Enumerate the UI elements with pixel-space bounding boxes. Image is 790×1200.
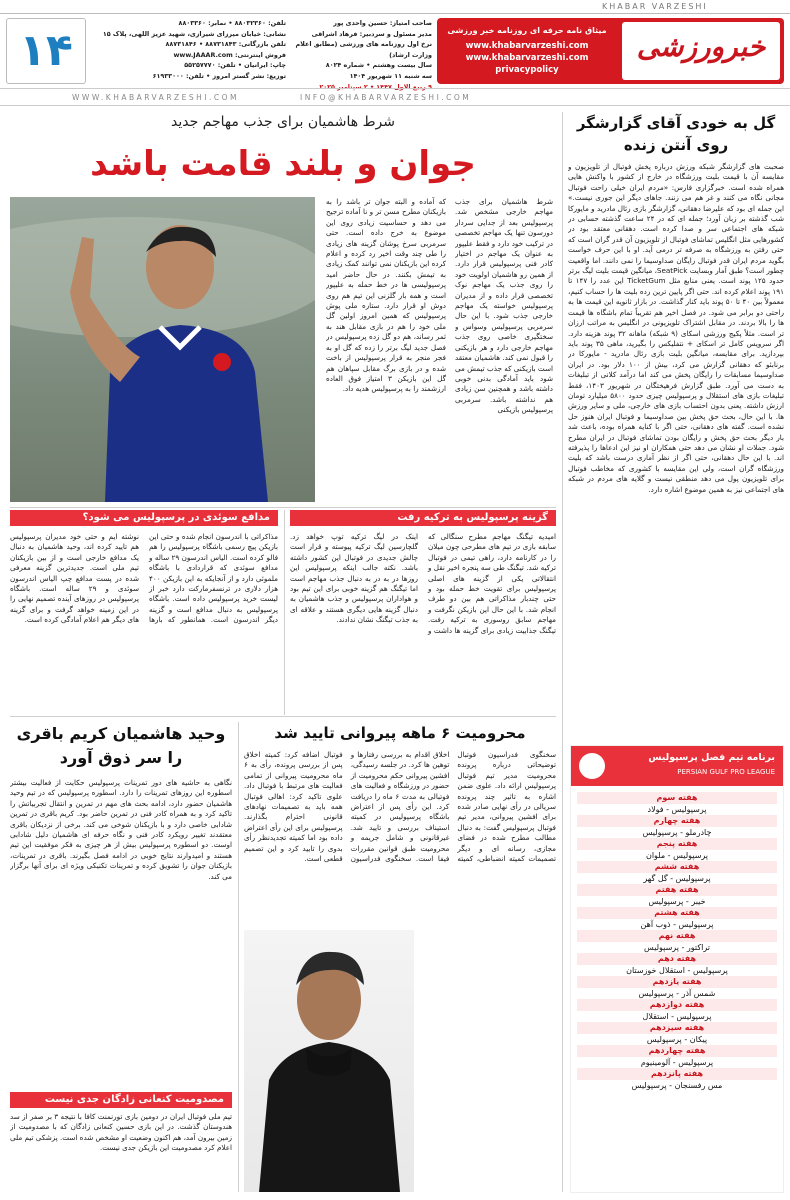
editor-line: مدیر مسئول و سردبیر: فرهاد اشراقی bbox=[311, 29, 432, 38]
schedule-match: تراکتور - پرسپولیس bbox=[644, 943, 710, 952]
web-address[interactable]: WWW.KHABARVARZESHI.COM bbox=[72, 93, 240, 102]
bottom-right-story bbox=[10, 722, 232, 1192]
schedule-match: پرسپولیس - استقلال خوزستان bbox=[626, 966, 728, 975]
schedule-week-label: هفته پنجم bbox=[577, 838, 777, 850]
schedule-subtitle: PERSIAN GULF PRO LEAGUE bbox=[677, 768, 775, 776]
lead-col-2: که آماده و البته جوان تر باشد را به بازیکنان مطرح مسن تر و نا آماده ترجیح می دهد و حساسیت زیادی روی این موضوع به خرج داده است. حتی سرمربی سرخ پوشان گزینه های زیادی را طی چند وقت اخیر رد کرده و اعلام کرده این بازیکنان نمی توانند کمک زیادی به تیمش بکنند. در حال حاضر امید پرسپولیسی ها در خط حمله به علیپور است و همه بار گلزنی این تیم هم روی دوش او قرار دارد. ستاره ملی پوش پرسپولیس که همین امروز اولین گل ملی خود را هم در بازی مقابل هند به ثمر رساند، هم دو گل زده پرسپولیس در فصل جدید لیگ برتر را زده که گل او به فجر منجر به قرار پرسپولیس از باخت شده و در بازی برگ مقابل سپاهان هم گل این بازیکن ۳ امتیاز فوق العاده ارزشمند را به پرسپولیس هدیه داد. bbox=[326, 197, 446, 394]
commercial-line: تلفن بازرگانی: ۸۸۷۳۱۸۴۳ • ۸۸۷۳۱۸۴۶ bbox=[165, 40, 286, 49]
page-number: ۱۴ bbox=[19, 25, 73, 76]
lead-headline: جوان و بلند قامت باشد bbox=[90, 144, 476, 184]
schedule-box bbox=[570, 745, 784, 1193]
info-center bbox=[290, 18, 432, 91]
schedule-week-label: هفته دهم bbox=[577, 953, 777, 965]
bottom-mid-headline: محرومیت ۶ ماهه پیروانی تایید شد bbox=[274, 724, 526, 742]
schedule-match: شمس آذر - پرسپولیس bbox=[638, 989, 716, 998]
schedule-header bbox=[571, 746, 783, 786]
page-number-box bbox=[6, 18, 86, 84]
league-logo-icon bbox=[579, 753, 605, 779]
schedule-week-label: هفته یازدهم bbox=[577, 976, 777, 988]
schedule-match: پرسپولیس - آلومینیوم bbox=[640, 1058, 714, 1067]
hashemian-photo bbox=[10, 197, 315, 502]
schedule-match: پرسپولیس - فولاد bbox=[647, 805, 707, 814]
divider-right bbox=[562, 112, 563, 1192]
mid-b-title-band bbox=[10, 510, 278, 526]
right-body: صحبت های گزارشگر شبکه ورزش درباره پخش فوتبال از تلویزیون و مقایسه آن با قیمت بلیت ورزشگاه در خارج از کشور با واکنش هایی همراه شده است. خبرگزاری فارس: «مردم ایران خیلی راحت فوتبال مجانی نگاه می کنند و غر هم می زنند. جاهای دیگر این جوری نیست.» این جمله ای بود که علیرضا دهقانی، گزارشگر بازی رئال مادرید و مایورکا شب گذشته بر زبان آورد؛ جمله ای که در ۲۴ ساعت گذشته حسابی در شبکه های اجتماعی سر و صدا کرده است. دهقانی معتقد بود در کشورهایی مثل انگلیس تماشای فوتبال از تلویزیون آن قدر گران است که حتی رفتن به ورزشگاه به صرفه تر درمی آید. او با این حرف خواست بگوید مردم ایران قدر فوتبال رایگان صداوسیما را نمی دانند. اما واقعیت چطور است؟ طبق آمار وبسایت SeatPick، میانگین قیمت بلیت لیگ برتر حدود ۱۲۵ پوند است. یعنی منابع مثل TicketGum این عدد را ۱۴۷ تا ۱۹۱ پوند اعلام کرده اند. حتی اگر پایین ترین رده بلیت ها را حساب کنیم، معمولاً بین ۴۰ تا ۵۰ پوند باید کنار گذاشت. در بازار ثانویه این قیمت ها به راحتی دو برابر می شود. در فصل اخیر هم تقریباً تمام باشگاه ها قیمت ها را بالا بردند. در مقابل اشتراک تلویزیونی در انگلیس به مراتب ارزان تر است. مثلاً پکیج ورزشی اسکای (۹ شبکه) ماهانه ۳۲ پوند هزینه دارد. اگر سرویس کامل تر اسکای + نتفلیکس را بگیرید، ماهی ۳۵ پوند باید بپردازید. برای مقایسه، میانگین بلیت بازی رئال مادرید - مایورکا در برنابئو که دهقانی گزارش می کرد، بیش از ۱۰۰ دلار بود. در ایران صداوسیما مسابقات را رایگان پخش می کند اما درآمد کلانی از تبلیغات به دست می آورد. طبق گزارش فرهیختگان در شهریور ۱۴۰۳، فقط تبلیغات بازی های استقلال و پرسپولیس چیزی حدود ۵۸۰۰ میلیارد تومان ارزش داشته. یعنی بدون احتساب بازی های خارجی، ملی و سایر ورزش ها. با این حال، بحث حق پخش بین صداوسیما و فوتبال ایران هنوز حل نشده است. گفته های دهقانی، حتی اگر با کنایه همراه بوده، باعث شد بار دیگر بحث حق پخش و رایگان بودن تماشای فوتبال در ایران مطرح شود. جملات او نشان می دهد حتی همکاران او نیز این ادعاها را پذیرفته اند. با این حال دهقانی، حتی اگر از نظر آماری درست باشد که بلیت ورزشگاه گران است، ولی این مقایسه با کشوری که مخاطب فوتبال برای تلویزیون پول می دهد منطقی نیست و گلایه های مردم در شبکه های اجتماعی نیز به همین موضوع اشاره دارد. bbox=[568, 162, 784, 494]
date-alt-line: ۹ ربیع الاول ۱۴۴۷ • ۲ سپتامبر ۲۰۲۵ bbox=[319, 82, 432, 91]
schedule-week-label: هفته پانزدهم bbox=[577, 1068, 777, 1080]
print-line: چاپ: ایرانیان • تلفن: ۵۵۲۵۷۷۷۰ bbox=[184, 61, 286, 70]
schedule-week-label: هفته چهاردهم bbox=[577, 1045, 777, 1057]
schedule-match: پرسپولیس - ذوب آهن bbox=[640, 920, 714, 929]
lead-kicker: شرط هاشمیان برای جذب مهاجم جدید bbox=[171, 114, 395, 130]
owner-line: صاحب امتیاز: حسین واحدی پور bbox=[333, 19, 432, 27]
mid-a-body: امیدیه تیگنگ مهاجم مطرح سنگالی که سابقه بازی در تیم های مطرحی چون میلان را در کارنامه دارد، راهی تیمی در فوتبال ترکیه شد. تیگنگ طی سه پنجره اخیر نقل و انتقالاتی یکی از گزینه های اصلی پرسپولیس برای تقویت خط حمله بود و حتی چندبار مذاکراتی هم بین دو طرف انجام شد. با این حال این بازیکن نگرفت و مهاجم سابق روسوری به ترکیه رفت. تیگنگ جذابیت زیادی برای گزینه ها داشت و اینک در لیگ ترکیه توپ خواهد زد. گلچارسین لیگ ترکیه پیوسته و قرار است چالش جدیدی در فوتبال این کشور داشته باشد. نکته جالب اینکه پرسپولیس این روزها در به در به دنبال جذب مهاجم است اما تیگنگ هم گزینه خوبی برای این تیم بود و هواداران پرسپولیس و جذب هاشمیان به دنبال گزینه هایی دیگری هستند و علاقه ای به جذب تیگنگ نشان ندادند. bbox=[290, 532, 556, 635]
masthead bbox=[0, 16, 790, 91]
bagheri-body: نگاهی به حاشیه های دور تمرینات پرسپولیس حکایت از فعالیت بیشتر اسطوره این روزهای تمرینات را دارد. اسطوره پرسپولیس که در تیم وحید هاشمیان حضور دارد، ادامه بحث های مهم در تمرین و انتقال تجربیاتش را تاکید کرد و به همراه کادر فنی در تمرین حاضر بود. کریم باقری در تمرین شادابی خاصی دارد و با بازیکنان شوخی می کند. برخی از نزدیکان باقری معتقدند تغییر رویکرد کادر فنی و نگاه حرفه ای هاشمیان دلیل شادابی اوست. دو اسطوره پرسپولیس بیش از هر چیزی به فکر موفقیت این تیم هستند و امیدوارند نتایج خوبی در ادامه فصل بگیرند. باقری در تمرینات، بازیکنان جوان را تشویق کرده و تمرینات تکنیکی ویژه ای برای آنها برگزار می کند. bbox=[10, 778, 232, 881]
address-line: نشانی: خیابان میرزای شیرازی، شهید عزیز اللهی، پلاک ۱۵ bbox=[102, 29, 286, 38]
mid-a-headline: گزینه پرسپولیس به ترکیه رفت bbox=[397, 512, 548, 523]
bagheri-headline-2: را سر ذوق آورد bbox=[59, 748, 183, 767]
right-headline-1: گل به خودی آقای گزارشگر bbox=[576, 114, 776, 132]
top-brand-bar bbox=[0, 0, 790, 14]
schedule-list bbox=[571, 786, 783, 1091]
schedule-match: پیکان - پرسپولیس bbox=[646, 1035, 708, 1044]
rank-line: نرخ اول روزنامه های ورزشی (مطابق اعلام وزارت ارشاد) bbox=[295, 40, 432, 59]
bottom-mid-body: سخنگوی فدراسیون فوتبال توضیحاتی درباره پرونده محرومیت مدیر تیم فوتبال پرسپولیس ارائه داد. علوی ضمن اشاره به تاثیر چند پرونده سریالی در رأی نهایی صادر شده برای افشین پیروانی، مدیر تیم فوتبال پرسپولیس گفت: به دنبال مطالب مطرح شده در فضای مجازی، رسانه ای و دیگر تصمیمات کمیته انضباطی، کمیته اخلاق اقدام به بررسی رفتارها و توهین ها کرد. در جلسه رسیدگی، افشین پیروانی حکم محرومیت از حضور در ورزشگاه و فعالیت های فوتبالی به مدت ۶ ماه را دریافت کرد. این رأی پس از اعتراض باشگاه پرسپولیس در کمیته استیناف بررسی و تایید شد. غیرقانونی و شامل جریمه و محرومیت طبق قوانین مقررات فیفا است. سخنگوی فدراسیون فوتبال اضافه کرد: کمیته اخلاق پس از بررسی پرونده، رأی به ۶ ماه محرومیت پیروانی از تمامی فعالیت های مرتبط با فوتبال داد. علوی تاکید کرد: اهالی فوتبال همه باید به تصمیمات نهادهای قانونی احترام بگذارند. پرسپولیس برای این رأی اعتراض داده بود اما کمیته تجدیدنظر رأی بدوی را تایید کرد و این تصمیم قطعی است. bbox=[244, 750, 556, 864]
kanani-body: تیم ملی فوتبال ایران در دومین بازی تورنمنت کافا با نتیجه ۳ بر صفر از سد هندوستان گذشت. در این بازی حسین کنعانی زادگان که با مصدومیت از زمین بیرون آمد، هم اکنون وضعیت او مشخص شده است. پزشکی تیم ملی اعلام کرد مصدومیت این بازیکن جدی نیست. bbox=[10, 1112, 232, 1153]
distribution-line: توزیع: نشر گستر امروز • تلفن: ۶۱۹۳۳۰۰۰ bbox=[152, 71, 286, 80]
info-left bbox=[92, 18, 286, 84]
site-url[interactable]: www.khabarvarzeshi.com bbox=[465, 41, 589, 51]
kanani-headline: مصدومیت کنعانی زادگان جدی نیست bbox=[44, 1094, 224, 1105]
schedule-week-label: هفته هشتم bbox=[577, 907, 777, 919]
slogan-strip bbox=[437, 22, 617, 80]
schedule-match: پرسپولیس - استقلال bbox=[642, 1012, 712, 1021]
schedule-match: مس رفسنجان - پرسپولیس bbox=[631, 1081, 723, 1090]
logo-white-box bbox=[622, 22, 780, 80]
phone-line: تلفن: ۸۸۰۳۲۳۶۰ • نمابر: ۸۸۰۳۳۶۰ bbox=[178, 19, 286, 27]
right-headline-2: روی آنتن زنده bbox=[623, 136, 729, 154]
schedule-week-label: هفته سیزدهم bbox=[577, 1022, 777, 1034]
mid-b-body: مذاکراتی با اندرسون انجام شده و حتی این بازیکن پیچ رسمی باشگاه پرسپولیس را هم فالو کرده است. الیاس اندرسون ۲۹ ساله و مدافع سوئدی که قراردادی با باشگاه ملموئی دارد و از آنجایکه به این بازیکن ۴۰۰ هزار دلاری در ترنسفرمارکت دارد خبر از لیست خرید پرسپولیس داده است. باشگاه پرسپولیس به دنبال مدافع است و گزینه دیگر اندرسون است. همانطور که بارها نوشته ایم و حتی خود مدیران پرسپولیس هم تایید کرده اند، وحید هاشمیان به دنبال یک مدافع خارجی است و از بین بازیکنان تیم ملی است. جدیدترین گزینه معرفی شده در پست مدافع چپ الیاس اندرسون سوئدی و ۲۹ ساله است. باشگاه پرسپولیس در روزهای آینده تصمیم نهایی را در این زمینه خواهد گرفت و برای گزینه های دیگر هم اعلام آمادگی کرده است. bbox=[10, 532, 278, 625]
logo: خبرورزشی bbox=[636, 30, 766, 63]
logo-panel bbox=[437, 18, 784, 84]
lead-col-1: شرط هاشمیان برای جذب مهاجم خارجی مشخص شد. پرسپولیس بعد از جدایی سردار دورسون تنها یک مهاجم تخصصی در ترکیب خود دارد و فقط علیپور به عنوان یک مهاجم در اختیار کادر فنی پرسپولیس قرار دارد. از همین رو هاشمیان اولویت خود را روی جذب یک مهاجم نوک تخصصی قرار داده و از مدیران پرسپولیس خواسته یک مهاجم خارجی جذب شود. با این حال سرمربی پرسپولیس وسواس و سختگیری خاصی روی جذب مهاجم خارجی دارد و هر بازیکنی را قبول نمی کند. هاشمیان معتقد است بازیکنی که جذب تیمش می شود باید آمادگی بدنی خوبی داشته باشد و همچنین سن زیادی هم نداشته باشد. سرمربی پرسپولیس بازیکنی bbox=[455, 197, 553, 415]
mid-b-headline: مدافع سوئدی در پرسپولیس می شود؟ bbox=[82, 512, 270, 523]
schedule-week-label: هفته هفتم bbox=[577, 884, 777, 896]
mid-a-title-band bbox=[290, 510, 556, 526]
date-line: سه شنبه ۱۱ شهریور ۱۴۰۴ bbox=[349, 71, 432, 80]
privacy-link[interactable]: privacypolicy bbox=[495, 65, 559, 75]
bagheri-headline-1: وحید هاشمیان کریم باقری bbox=[16, 724, 226, 743]
schedule-week-label: هفته سوم bbox=[577, 792, 777, 804]
schedule-title: برنامه تیم فصل پرسپولیس bbox=[648, 752, 775, 763]
piravani-photo bbox=[244, 930, 414, 1192]
issue-line: سال بیست وهشتم • شماره ۸۰۲۴ bbox=[325, 61, 432, 70]
divider-mid-bottom bbox=[10, 716, 556, 717]
schedule-week-label: هفته چهارم bbox=[577, 815, 777, 827]
site-url-2[interactable]: www.khabarvarzeshi.com bbox=[465, 53, 589, 63]
coach-figure-icon bbox=[10, 197, 315, 502]
contact-bar bbox=[0, 88, 790, 106]
schedule-match: خیبر - پرسپولیس bbox=[648, 897, 706, 906]
site-name-en: KHABAR VARZESHI bbox=[602, 2, 708, 11]
online-sales-line: فروش اینترنتی: www.JAAAR.com bbox=[173, 50, 286, 59]
divider-mid bbox=[284, 510, 285, 715]
divider-lead-bottom bbox=[10, 507, 556, 508]
divider-bottom bbox=[238, 722, 239, 1192]
schedule-week-label: هفته نهم bbox=[577, 930, 777, 942]
piravani-figure-icon bbox=[244, 930, 414, 1192]
right-column bbox=[568, 112, 784, 742]
schedule-match: پرسپولیس - ملوان bbox=[645, 851, 709, 860]
slogan-text: میثاق نامه حرفه ای روزنامه خبر ورزشی bbox=[447, 26, 607, 35]
email-address[interactable]: INFO@KHABARVARZESHI.COM bbox=[300, 93, 472, 102]
kanani-title-band bbox=[10, 1092, 232, 1108]
schedule-match: پرسپولیس - گل گهر bbox=[643, 874, 711, 883]
schedule-week-label: هفته دوازدهم bbox=[577, 999, 777, 1011]
schedule-week-label: هفته ششم bbox=[577, 861, 777, 873]
schedule-match: چادرملو - پرسپولیس bbox=[642, 828, 712, 837]
